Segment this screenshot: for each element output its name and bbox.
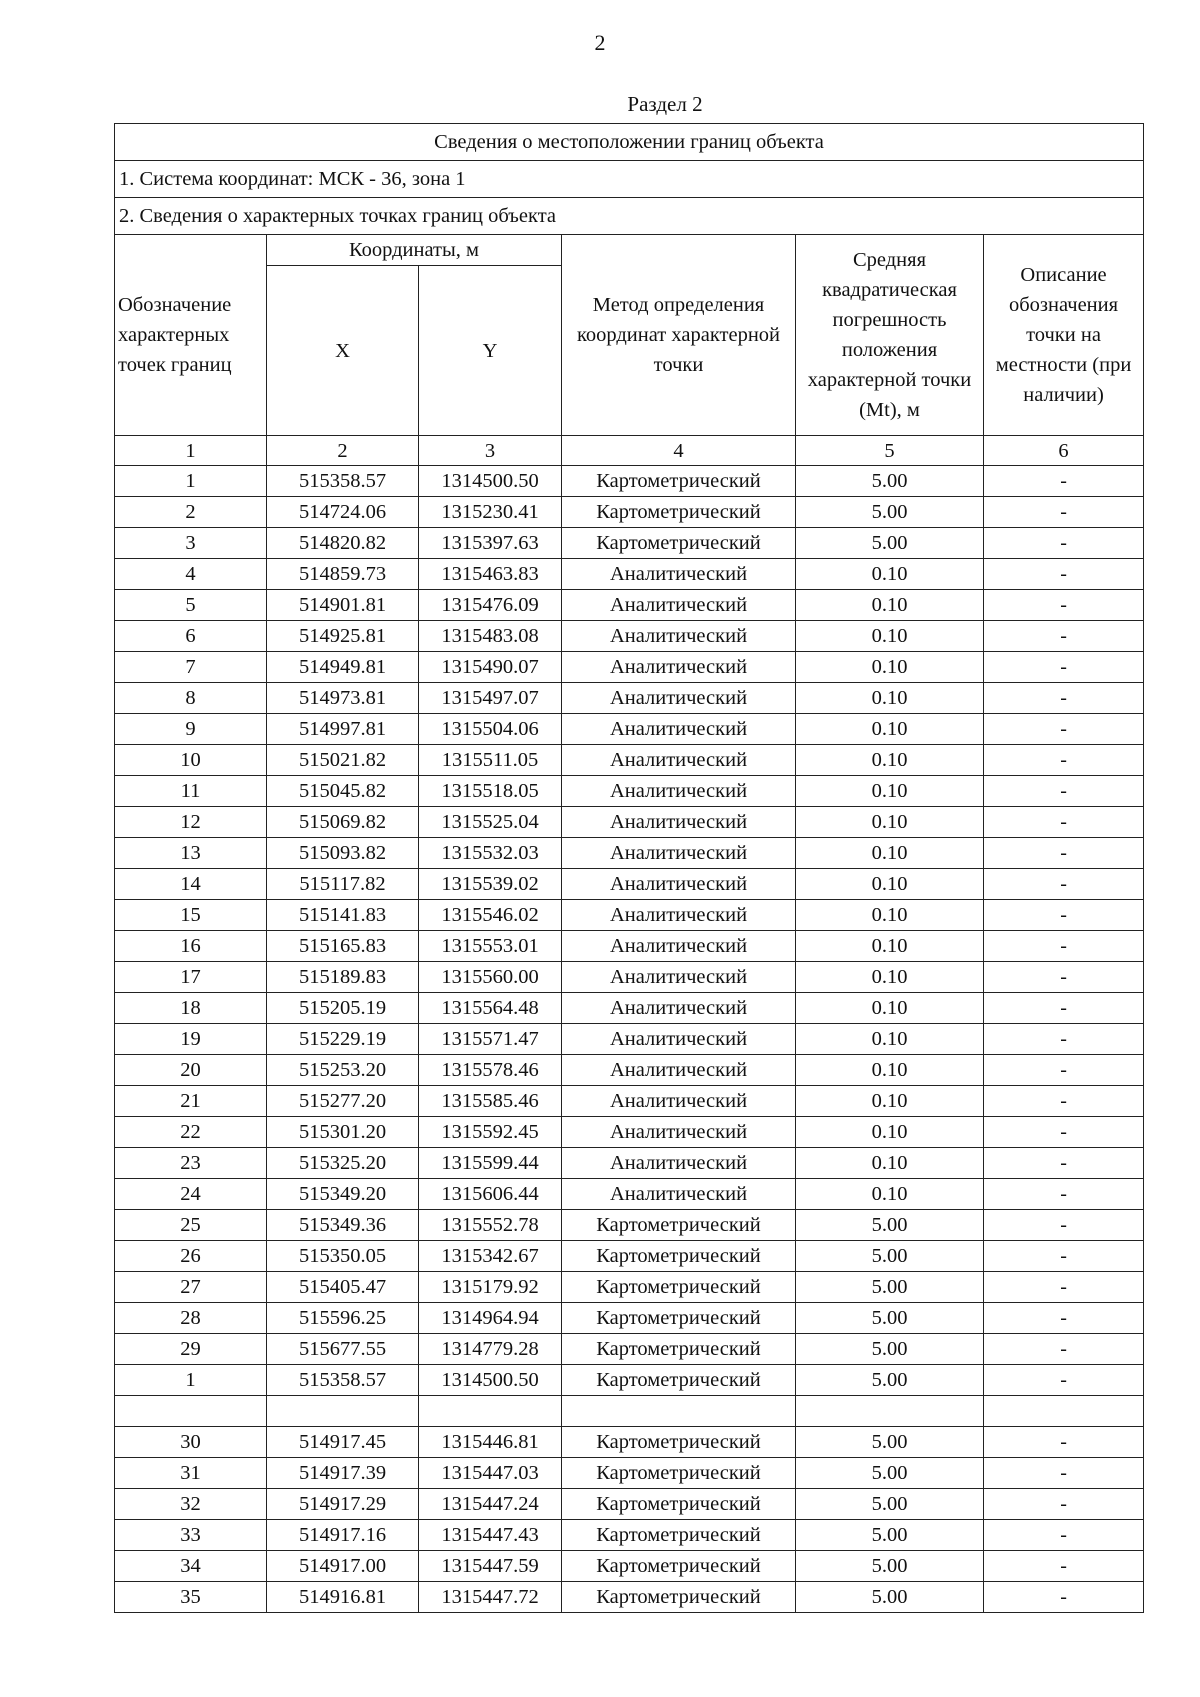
- method: Картометрический: [562, 1241, 796, 1272]
- coord-x: 514916.81: [267, 1582, 419, 1613]
- mean-error: 0.10: [796, 900, 984, 931]
- table-row: [115, 807, 1144, 838]
- header-designation: Обозначение характерных точек границ: [115, 235, 267, 436]
- method: Аналитический: [562, 1086, 796, 1117]
- table-row: [115, 1179, 1144, 1210]
- point-designation: [115, 1396, 267, 1427]
- coord-x: 515596.25: [267, 1303, 419, 1334]
- table-row: [115, 683, 1144, 714]
- method: Картометрический: [562, 1520, 796, 1551]
- coord-y: 1314964.94: [419, 1303, 562, 1334]
- method: Аналитический: [562, 1117, 796, 1148]
- point-designation: 4: [115, 559, 267, 590]
- page-number: 2: [594, 30, 606, 55]
- description: -: [984, 1489, 1144, 1520]
- description: -: [984, 776, 1144, 807]
- description: -: [984, 1117, 1144, 1148]
- table-row: [115, 1396, 1144, 1427]
- mean-error: 0.10: [796, 931, 984, 962]
- coord-y: 1314500.50: [419, 466, 562, 497]
- table-row: [115, 590, 1144, 621]
- description: -: [984, 807, 1144, 838]
- coord-y: 1315504.06: [419, 714, 562, 745]
- table-row: [115, 1148, 1144, 1179]
- coord-y: 1315578.46: [419, 1055, 562, 1086]
- method: Аналитический: [562, 1148, 796, 1179]
- method: Аналитический: [562, 869, 796, 900]
- mean-error: 5.00: [796, 466, 984, 497]
- mean-error: 5.00: [796, 1303, 984, 1334]
- coord-x: 514997.81: [267, 714, 419, 745]
- table-row: [115, 1086, 1144, 1117]
- point-designation: 20: [115, 1055, 267, 1086]
- point-designation: 7: [115, 652, 267, 683]
- method: Аналитический: [562, 714, 796, 745]
- method: Аналитический: [562, 652, 796, 683]
- coord-x: 515349.36: [267, 1210, 419, 1241]
- mean-error: 0.10: [796, 652, 984, 683]
- description: -: [984, 1148, 1144, 1179]
- method: Картометрический: [562, 1427, 796, 1458]
- coord-x: 515205.19: [267, 993, 419, 1024]
- table-row: [115, 838, 1144, 869]
- coord-x: 515141.83: [267, 900, 419, 931]
- table-row: [115, 1241, 1144, 1272]
- coord-y: 1315560.00: [419, 962, 562, 993]
- description: -: [984, 590, 1144, 621]
- coord-x: 515358.57: [267, 466, 419, 497]
- point-designation: 11: [115, 776, 267, 807]
- column-number: 4: [562, 436, 796, 466]
- description: -: [984, 528, 1144, 559]
- mean-error: 0.10: [796, 962, 984, 993]
- column-number: 5: [796, 436, 984, 466]
- coord-x: [267, 1396, 419, 1427]
- table-row: [115, 1272, 1144, 1303]
- point-designation: 32: [115, 1489, 267, 1520]
- coord-x: 515325.20: [267, 1148, 419, 1179]
- point-designation: 15: [115, 900, 267, 931]
- table-row: [115, 1365, 1144, 1396]
- description: -: [984, 1210, 1144, 1241]
- mean-error: 0.10: [796, 590, 984, 621]
- coord-y: 1315532.03: [419, 838, 562, 869]
- coord-y: 1315525.04: [419, 807, 562, 838]
- coord-x: 514901.81: [267, 590, 419, 621]
- mean-error: 0.10: [796, 714, 984, 745]
- coord-x: 515350.05: [267, 1241, 419, 1272]
- mean-error: 0.10: [796, 1086, 984, 1117]
- method: Аналитический: [562, 1179, 796, 1210]
- method: Картометрический: [562, 1334, 796, 1365]
- method: Картометрический: [562, 1210, 796, 1241]
- mean-error: 0.10: [796, 745, 984, 776]
- mean-error: 0.10: [796, 1024, 984, 1055]
- description: -: [984, 1055, 1144, 1086]
- table-row: [115, 1024, 1144, 1055]
- mean-error: 0.10: [796, 621, 984, 652]
- method: Картометрический: [562, 497, 796, 528]
- description: -: [984, 931, 1144, 962]
- coord-y: 1315447.43: [419, 1520, 562, 1551]
- coord-y: 1315553.01: [419, 931, 562, 962]
- description: -: [984, 1086, 1144, 1117]
- coord-y: 1315447.72: [419, 1582, 562, 1613]
- method: Аналитический: [562, 931, 796, 962]
- coord-y: 1315539.02: [419, 869, 562, 900]
- mean-error: 0.10: [796, 869, 984, 900]
- coord-x: 514973.81: [267, 683, 419, 714]
- header-x: X: [267, 266, 419, 436]
- point-designation: 27: [115, 1272, 267, 1303]
- coord-x: 514724.06: [267, 497, 419, 528]
- coord-y: 1314500.50: [419, 1365, 562, 1396]
- table-row: [115, 1210, 1144, 1241]
- point-designation: 16: [115, 931, 267, 962]
- coord-y: 1315447.03: [419, 1458, 562, 1489]
- table-row: [115, 745, 1144, 776]
- mean-error: 5.00: [796, 1458, 984, 1489]
- coord-y: 1315490.07: [419, 652, 562, 683]
- description: -: [984, 1272, 1144, 1303]
- point-designation: 25: [115, 1210, 267, 1241]
- method: Картометрический: [562, 1303, 796, 1334]
- method: Аналитический: [562, 590, 796, 621]
- coord-x: 514917.39: [267, 1458, 419, 1489]
- point-designation: 1: [115, 1365, 267, 1396]
- coord-y: 1315599.44: [419, 1148, 562, 1179]
- coord-y: 1315446.81: [419, 1427, 562, 1458]
- table-row: [115, 714, 1144, 745]
- point-designation: 18: [115, 993, 267, 1024]
- description: -: [984, 683, 1144, 714]
- table-row: [115, 559, 1144, 590]
- coord-y: 1315397.63: [419, 528, 562, 559]
- coord-x: 515069.82: [267, 807, 419, 838]
- point-designation: 29: [115, 1334, 267, 1365]
- method: Аналитический: [562, 807, 796, 838]
- point-designation: 19: [115, 1024, 267, 1055]
- coord-x: 515045.82: [267, 776, 419, 807]
- method: Картометрический: [562, 1582, 796, 1613]
- mean-error: 5.00: [796, 1520, 984, 1551]
- point-designation: 35: [115, 1582, 267, 1613]
- method: Аналитический: [562, 962, 796, 993]
- method: Картометрический: [562, 1551, 796, 1582]
- mean-error: 5.00: [796, 1272, 984, 1303]
- method: Аналитический: [562, 900, 796, 931]
- mean-error: 5.00: [796, 1210, 984, 1241]
- method: Картометрический: [562, 1272, 796, 1303]
- header-method: Метод определения координат характерной точки: [562, 235, 796, 436]
- table-row: [115, 1582, 1144, 1613]
- header-error: Средняя квадратическая погрешность положения характерной точки (Mt), м: [796, 235, 984, 436]
- coord-x: 514917.29: [267, 1489, 419, 1520]
- description: -: [984, 900, 1144, 931]
- point-designation: 33: [115, 1520, 267, 1551]
- coord-x: 515093.82: [267, 838, 419, 869]
- description: -: [984, 1303, 1144, 1334]
- coord-y: 1314779.28: [419, 1334, 562, 1365]
- table-row: [115, 1055, 1144, 1086]
- mean-error: 0.10: [796, 993, 984, 1024]
- table-row: [115, 621, 1144, 652]
- coord-y: 1315497.07: [419, 683, 562, 714]
- description: -: [984, 1241, 1144, 1272]
- header-description: Описание обозначения точки на местности (при наличии): [984, 235, 1144, 436]
- method: Аналитический: [562, 1024, 796, 1055]
- description: -: [984, 1024, 1144, 1055]
- column-number: 3: [419, 436, 562, 466]
- column-number: 6: [984, 436, 1144, 466]
- method: Картометрический: [562, 1489, 796, 1520]
- boundary-points-table: [114, 123, 1144, 1613]
- coord-y: 1315571.47: [419, 1024, 562, 1055]
- table-row: [115, 962, 1144, 993]
- point-designation: 6: [115, 621, 267, 652]
- point-designation: 34: [115, 1551, 267, 1582]
- coord-y: 1315342.67: [419, 1241, 562, 1272]
- description: -: [984, 745, 1144, 776]
- method: Аналитический: [562, 559, 796, 590]
- method: Аналитический: [562, 776, 796, 807]
- table-row: [115, 1117, 1144, 1148]
- coord-x: 514917.16: [267, 1520, 419, 1551]
- method: [562, 1396, 796, 1427]
- description: -: [984, 1582, 1144, 1613]
- coord-y: 1315511.05: [419, 745, 562, 776]
- coord-x: 515189.83: [267, 962, 419, 993]
- mean-error: 5.00: [796, 497, 984, 528]
- coord-y: 1315447.24: [419, 1489, 562, 1520]
- coord-x: 515358.57: [267, 1365, 419, 1396]
- description: -: [984, 1458, 1144, 1489]
- point-designation: 10: [115, 745, 267, 776]
- mean-error: 0.10: [796, 683, 984, 714]
- coord-x: 514925.81: [267, 621, 419, 652]
- table-row: [115, 1489, 1144, 1520]
- coord-x: 515277.20: [267, 1086, 419, 1117]
- description: -: [984, 1365, 1144, 1396]
- point-designation: 1: [115, 466, 267, 497]
- table-row: [115, 466, 1144, 497]
- description: -: [984, 559, 1144, 590]
- mean-error: 0.10: [796, 1148, 984, 1179]
- coord-y: 1315447.59: [419, 1551, 562, 1582]
- coord-y: 1315483.08: [419, 621, 562, 652]
- mean-error: 5.00: [796, 1365, 984, 1396]
- coord-x: 515229.19: [267, 1024, 419, 1055]
- method: Аналитический: [562, 993, 796, 1024]
- table-row: [115, 1551, 1144, 1582]
- mean-error: 5.00: [796, 1427, 984, 1458]
- mean-error: 5.00: [796, 1551, 984, 1582]
- column-numbers-row: [115, 436, 1144, 466]
- table-row: [115, 776, 1144, 807]
- section-title: Раздел 2: [627, 92, 703, 116]
- description: -: [984, 838, 1144, 869]
- description: -: [984, 1179, 1144, 1210]
- description: [984, 1396, 1144, 1427]
- point-designation: 3: [115, 528, 267, 559]
- coord-y: 1315592.45: [419, 1117, 562, 1148]
- mean-error: 5.00: [796, 1582, 984, 1613]
- point-designation: 9: [115, 714, 267, 745]
- column-number: 2: [267, 436, 419, 466]
- method: Картометрический: [562, 1365, 796, 1396]
- coord-x: 514917.00: [267, 1551, 419, 1582]
- description: -: [984, 1427, 1144, 1458]
- point-designation: 24: [115, 1179, 267, 1210]
- mean-error: 0.10: [796, 776, 984, 807]
- point-designation: 22: [115, 1117, 267, 1148]
- table-row: [115, 1520, 1144, 1551]
- coord-y: 1315552.78: [419, 1210, 562, 1241]
- column-number: 1: [115, 436, 267, 466]
- point-designation: 30: [115, 1427, 267, 1458]
- mean-error: 0.10: [796, 807, 984, 838]
- coord-y: [419, 1396, 562, 1427]
- method: Аналитический: [562, 838, 796, 869]
- point-designation: 28: [115, 1303, 267, 1334]
- point-designation: 12: [115, 807, 267, 838]
- mean-error: 0.10: [796, 559, 984, 590]
- method: Картометрический: [562, 1458, 796, 1489]
- table-row: [115, 900, 1144, 931]
- point-designation: 5: [115, 590, 267, 621]
- coord-x: 515301.20: [267, 1117, 419, 1148]
- description: -: [984, 993, 1144, 1024]
- point-designation: 21: [115, 1086, 267, 1117]
- coord-y: 1315606.44: [419, 1179, 562, 1210]
- point-designation: 14: [115, 869, 267, 900]
- header-y: Y: [419, 266, 562, 436]
- table-row: [115, 1303, 1144, 1334]
- coord-x: 515165.83: [267, 931, 419, 962]
- point-designation: 17: [115, 962, 267, 993]
- coord-y: 1315230.41: [419, 497, 562, 528]
- coord-x: 515677.55: [267, 1334, 419, 1365]
- coord-x: 514917.45: [267, 1427, 419, 1458]
- table-row: [115, 1334, 1144, 1365]
- description: -: [984, 1551, 1144, 1582]
- method: Аналитический: [562, 621, 796, 652]
- coord-y: 1315546.02: [419, 900, 562, 931]
- points-section-title: 2. Сведения о характерных точках границ объекта: [115, 198, 1144, 235]
- mean-error: 5.00: [796, 1334, 984, 1365]
- coord-x: 514949.81: [267, 652, 419, 683]
- method: Аналитический: [562, 683, 796, 714]
- coord-y: 1315518.05: [419, 776, 562, 807]
- table-title: Сведения о местоположении границ объекта: [115, 124, 1144, 161]
- description: -: [984, 1334, 1144, 1365]
- point-designation: 26: [115, 1241, 267, 1272]
- description: -: [984, 652, 1144, 683]
- description: -: [984, 466, 1144, 497]
- point-designation: 23: [115, 1148, 267, 1179]
- description: -: [984, 621, 1144, 652]
- point-designation: 2: [115, 497, 267, 528]
- coord-x: 514859.73: [267, 559, 419, 590]
- method: Картометрический: [562, 466, 796, 497]
- method: Картометрический: [562, 528, 796, 559]
- mean-error: 5.00: [796, 1241, 984, 1272]
- description: -: [984, 869, 1144, 900]
- point-designation: 31: [115, 1458, 267, 1489]
- point-designation: 13: [115, 838, 267, 869]
- table-row: [115, 1427, 1144, 1458]
- coord-y: 1315463.83: [419, 559, 562, 590]
- mean-error: 0.10: [796, 1179, 984, 1210]
- description: -: [984, 714, 1144, 745]
- mean-error: 0.10: [796, 838, 984, 869]
- coord-x: 515021.82: [267, 745, 419, 776]
- table-row: [115, 993, 1144, 1024]
- coord-x: 514820.82: [267, 528, 419, 559]
- table-row: [115, 528, 1144, 559]
- table-row: [115, 1458, 1144, 1489]
- mean-error: 5.00: [796, 528, 984, 559]
- coord-x: 515117.82: [267, 869, 419, 900]
- coord-y: 1315564.48: [419, 993, 562, 1024]
- header-coordinates: Координаты, м: [267, 235, 562, 266]
- coord-x: 515253.20: [267, 1055, 419, 1086]
- coord-y: 1315179.92: [419, 1272, 562, 1303]
- method: Аналитический: [562, 745, 796, 776]
- coord-x: 515349.20: [267, 1179, 419, 1210]
- description: -: [984, 497, 1144, 528]
- method: Аналитический: [562, 1055, 796, 1086]
- coord-y: 1315476.09: [419, 590, 562, 621]
- description: -: [984, 962, 1144, 993]
- coord-x: 515405.47: [267, 1272, 419, 1303]
- coord-y: 1315585.46: [419, 1086, 562, 1117]
- table-row: [115, 869, 1144, 900]
- point-designation: 8: [115, 683, 267, 714]
- table-row: [115, 652, 1144, 683]
- mean-error: 0.10: [796, 1055, 984, 1086]
- table-row: [115, 931, 1144, 962]
- mean-error: 5.00: [796, 1489, 984, 1520]
- coordinate-system: 1. Система координат: МСК - 36, зона 1: [115, 161, 1144, 198]
- description: -: [984, 1520, 1144, 1551]
- table-row: [115, 497, 1144, 528]
- mean-error: 0.10: [796, 1117, 984, 1148]
- mean-error: [796, 1396, 984, 1427]
